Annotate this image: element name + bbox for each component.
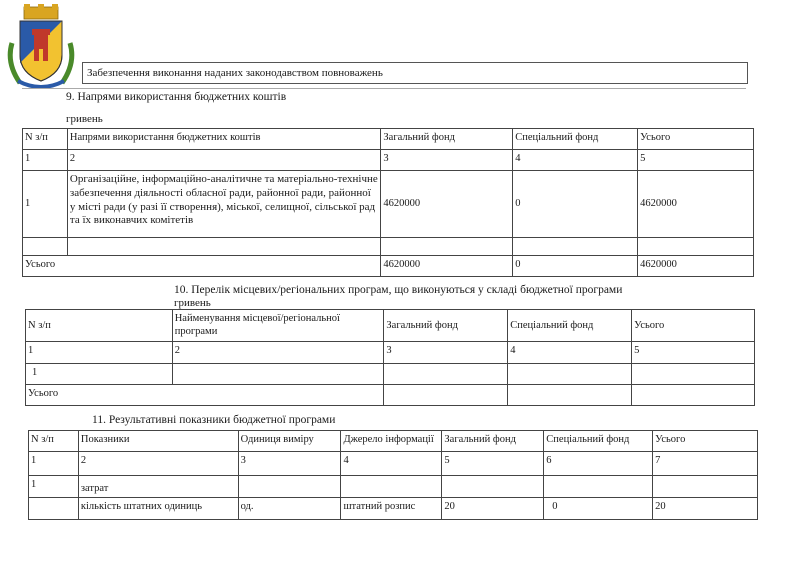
coat-of-arms-icon — [4, 3, 78, 89]
header-cell: Напрями використання бюджетних коштів — [67, 129, 381, 150]
empty-cell — [544, 476, 653, 498]
total-label: Усього — [23, 256, 381, 277]
table-row — [29, 498, 758, 520]
row-number: 1 — [26, 364, 173, 385]
total-label: Усього — [26, 385, 384, 406]
header-cell: Загальний фонд — [384, 310, 508, 342]
total-value: 4620000 — [638, 171, 754, 238]
general-fund: 4620000 — [381, 171, 513, 238]
index-cell: 1 — [26, 342, 173, 364]
indicator-name: кількість штатних одиниць — [78, 498, 238, 520]
section9-table — [22, 128, 754, 277]
header-cell: N з/п — [23, 129, 68, 150]
divider — [22, 88, 746, 89]
section10-table — [25, 309, 755, 406]
header-cell: N з/п — [26, 310, 173, 342]
empty-cell — [442, 476, 544, 498]
index-cell: 3 — [384, 342, 508, 364]
index-cell: 2 — [172, 342, 384, 364]
special-fund: 0 — [513, 171, 638, 238]
index-cell: 4 — [513, 150, 638, 171]
empty-cell — [632, 385, 755, 406]
group-number: 1 — [29, 476, 79, 498]
empty-cell — [67, 238, 381, 256]
empty-cell — [508, 385, 632, 406]
empty-cell — [632, 364, 755, 385]
total-row — [26, 385, 755, 406]
header-cell: Спеціальний фонд — [508, 310, 632, 342]
special-fund: 0 — [544, 498, 653, 520]
program-purpose-text: Забезпечення виконання наданих законодавством повноважень — [87, 67, 383, 79]
row-number: 1 — [23, 171, 68, 238]
header-cell: Одиниця виміру — [238, 431, 341, 452]
table-row — [26, 364, 755, 385]
empty-cell — [384, 385, 508, 406]
total-value: 20 — [653, 498, 758, 520]
header-cell: Спеціальний фонд — [513, 129, 638, 150]
total-row — [23, 256, 754, 277]
index-cell: 5 — [442, 452, 544, 476]
section11-title: 11. Результативні показники бюджетної програми — [92, 414, 336, 426]
section10-title: 10. Перелік місцевих/регіональних програм, що виконуються у складі бюджетної програми — [174, 284, 623, 296]
empty-cell — [508, 364, 632, 385]
index-cell: 2 — [67, 150, 381, 171]
empty-cell — [238, 476, 341, 498]
section9-title: 9. Напрями використання бюджетних коштів — [66, 91, 287, 103]
index-cell: 4 — [341, 452, 442, 476]
empty-cell — [381, 238, 513, 256]
header-cell: Спеціальний фонд — [544, 431, 653, 452]
section10-unit: гривень — [174, 297, 211, 309]
header-cell: Загальний фонд — [381, 129, 513, 150]
direction-text: Організаційне, інформаційно-аналітичне та матеріально-технічне забезпечення діяльності обласної ради, районної ради, районної у місті ради (у разі її створення), міської, селищної, сільської рад та їх виконавчих комітетів — [67, 171, 381, 238]
index-cell: 4 — [508, 342, 632, 364]
header-cell: N з/п — [29, 431, 79, 452]
empty-cell — [384, 364, 508, 385]
row-number — [29, 498, 79, 520]
index-cell: 5 — [638, 150, 754, 171]
empty-cell — [653, 476, 758, 498]
header-cell: Джерело інформації — [341, 431, 442, 452]
index-cell: 2 — [78, 452, 238, 476]
table-row — [23, 171, 754, 238]
index-cell: 7 — [653, 452, 758, 476]
header-cell: Показники — [78, 431, 238, 452]
section9-unit: гривень — [66, 113, 103, 125]
empty-cell — [172, 364, 384, 385]
header-cell: Усього — [653, 431, 758, 452]
program-purpose-box — [82, 62, 748, 84]
section11-table — [28, 430, 758, 520]
empty-cell — [513, 238, 638, 256]
group-label: затрат — [78, 476, 238, 498]
total-general: 4620000 — [381, 256, 513, 277]
empty-cell — [638, 238, 754, 256]
index-cell: 1 — [23, 150, 68, 171]
index-cell: 5 — [632, 342, 755, 364]
source-cell: штатний розпис — [341, 498, 442, 520]
unit-cell: од. — [238, 498, 341, 520]
index-cell: 3 — [381, 150, 513, 171]
header-cell: Загальний фонд — [442, 431, 544, 452]
index-cell: 3 — [238, 452, 341, 476]
total-special: 0 — [513, 256, 638, 277]
group-row — [29, 476, 758, 498]
header-cell: Усього — [632, 310, 755, 342]
general-fund: 20 — [442, 498, 544, 520]
index-cell: 1 — [29, 452, 79, 476]
header-cell: Усього — [638, 129, 754, 150]
total-all: 4620000 — [638, 256, 754, 277]
header-cell: Найменування місцевої/регіональної програми — [172, 310, 384, 342]
index-cell: 6 — [544, 452, 653, 476]
empty-cell — [23, 238, 68, 256]
empty-cell — [341, 476, 442, 498]
